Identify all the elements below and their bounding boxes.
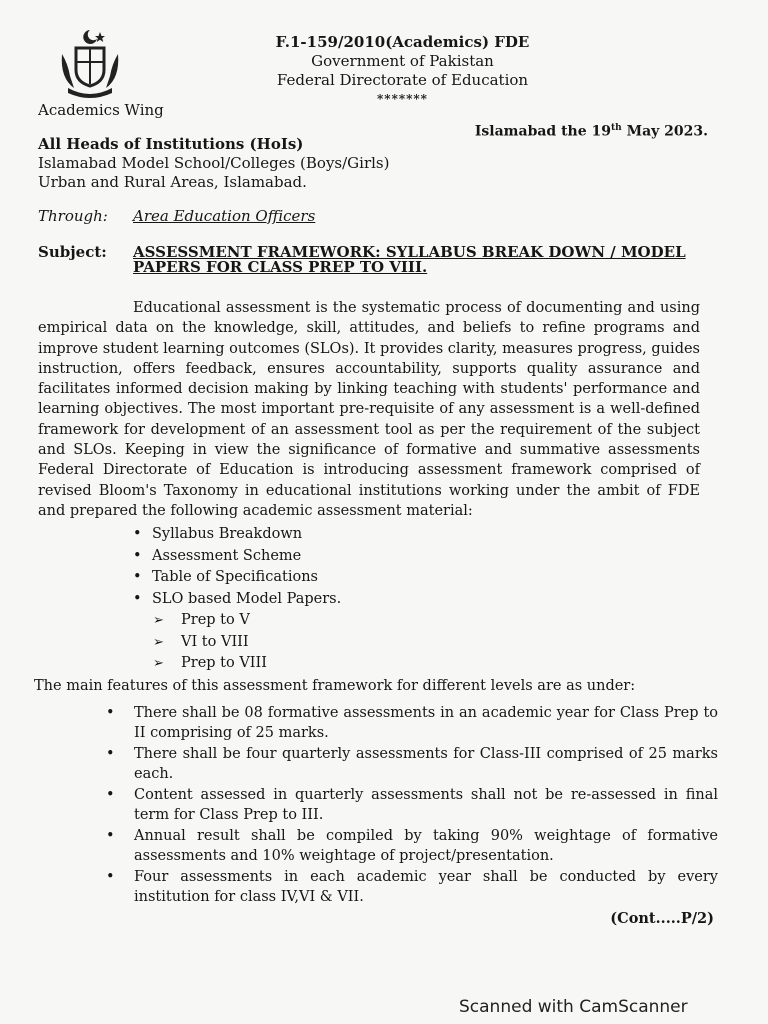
list-item: ➢ Prep to VIII (153, 653, 341, 675)
features-intro: The main features of this assessment framework for different levels are as under: (34, 678, 636, 694)
government-name: Government of Pakistan (311, 52, 494, 70)
list-item: • Syllabus Breakdown (133, 524, 341, 546)
letterhead (250, 33, 555, 109)
list-item: • There shall be 08 formative assessments in an academic year for Class Prep to II comprising of 25 marks. (106, 704, 718, 743)
list-item: • SLO based Model Papers. ➢ Prep to V ➢ VI to VIII ➢ Prep to VIII (133, 589, 341, 675)
list-item: • There shall be four quarterly assessments for Class-III comprised of 25 marks each. (106, 745, 718, 784)
separator-stars: ******* (377, 92, 428, 106)
addressee-line-2: Urban and Rural Areas, Islamabad. (38, 173, 307, 191)
list-item: • Four assessments in each academic year shall be conducted by every institution for class IV,VI & VII. (106, 868, 718, 907)
addressee-title: All Heads of Institutions (HoIs) (38, 135, 304, 153)
continuation-note: (Cont.....P/2) (610, 910, 714, 927)
list-item: ➢ Prep to V (153, 610, 341, 632)
list-item: • Annual result shall be compiled by taking 90% weightage of formative assessments and 10% weightage of project/presentation. (106, 827, 718, 866)
letter-date: Islamabad the 19th May 2023. (474, 123, 708, 140)
scanner-watermark: Scanned with CamScanner (459, 997, 688, 1017)
addressee-block (38, 135, 389, 192)
subject-value: ASSESSMENT FRAMEWORK: SYLLABUS BREAK DOWN / MODEL PAPERS FOR CLASS PREP TO VIII. (133, 243, 686, 276)
features-list (106, 704, 718, 909)
academics-wing-label: Academics Wing (38, 101, 164, 119)
government-emblem-icon (50, 28, 130, 100)
materials-list (133, 524, 341, 675)
subject-label: Subject: (38, 243, 107, 261)
through-value: Area Education Officers (133, 207, 316, 225)
list-item: ➢ VI to VIII (153, 632, 341, 654)
through-label: Through: (38, 207, 108, 225)
list-item: • Table of Specifications (133, 567, 341, 589)
reference-number: F.1-159/2010(Academics) FDE (275, 33, 530, 51)
addressee-line-1: Islamabad Model School/Colleges (Boys/Girls) (38, 154, 390, 172)
body-paragraph: Educational assessment is the systematic process of documenting and using empirical data on the knowledge, skill, attitudes, and beliefs to refine programs and improve student learning outcomes (SLOs). It provides clarity, measures progress, guides instruction, offers feedback, ensures accountability, supports quality assurance and facilitates informed decision making by linking teaching with students' performance and learning objectives. The most important pre-requisite of any assessment is a well-defined framework for development of an assessment tool as per the requirement of the subject and SLOs. Keeping in view the significance of formative and summative assessments Federal Directorate of Education is introducing assessment framework comprised of revised Bloom's Taxonomy in educational institutions working under the ambit of FDE and prepared the following academic assessment material: (38, 300, 700, 519)
list-item: • Assessment Scheme (133, 546, 341, 568)
through-line (38, 207, 315, 225)
directorate-name: Federal Directorate of Education (276, 71, 529, 89)
list-item: • Content assessed in quarterly assessments shall not be re-assessed in final term for Class Prep to III. (106, 786, 718, 825)
model-paper-levels (133, 610, 341, 675)
